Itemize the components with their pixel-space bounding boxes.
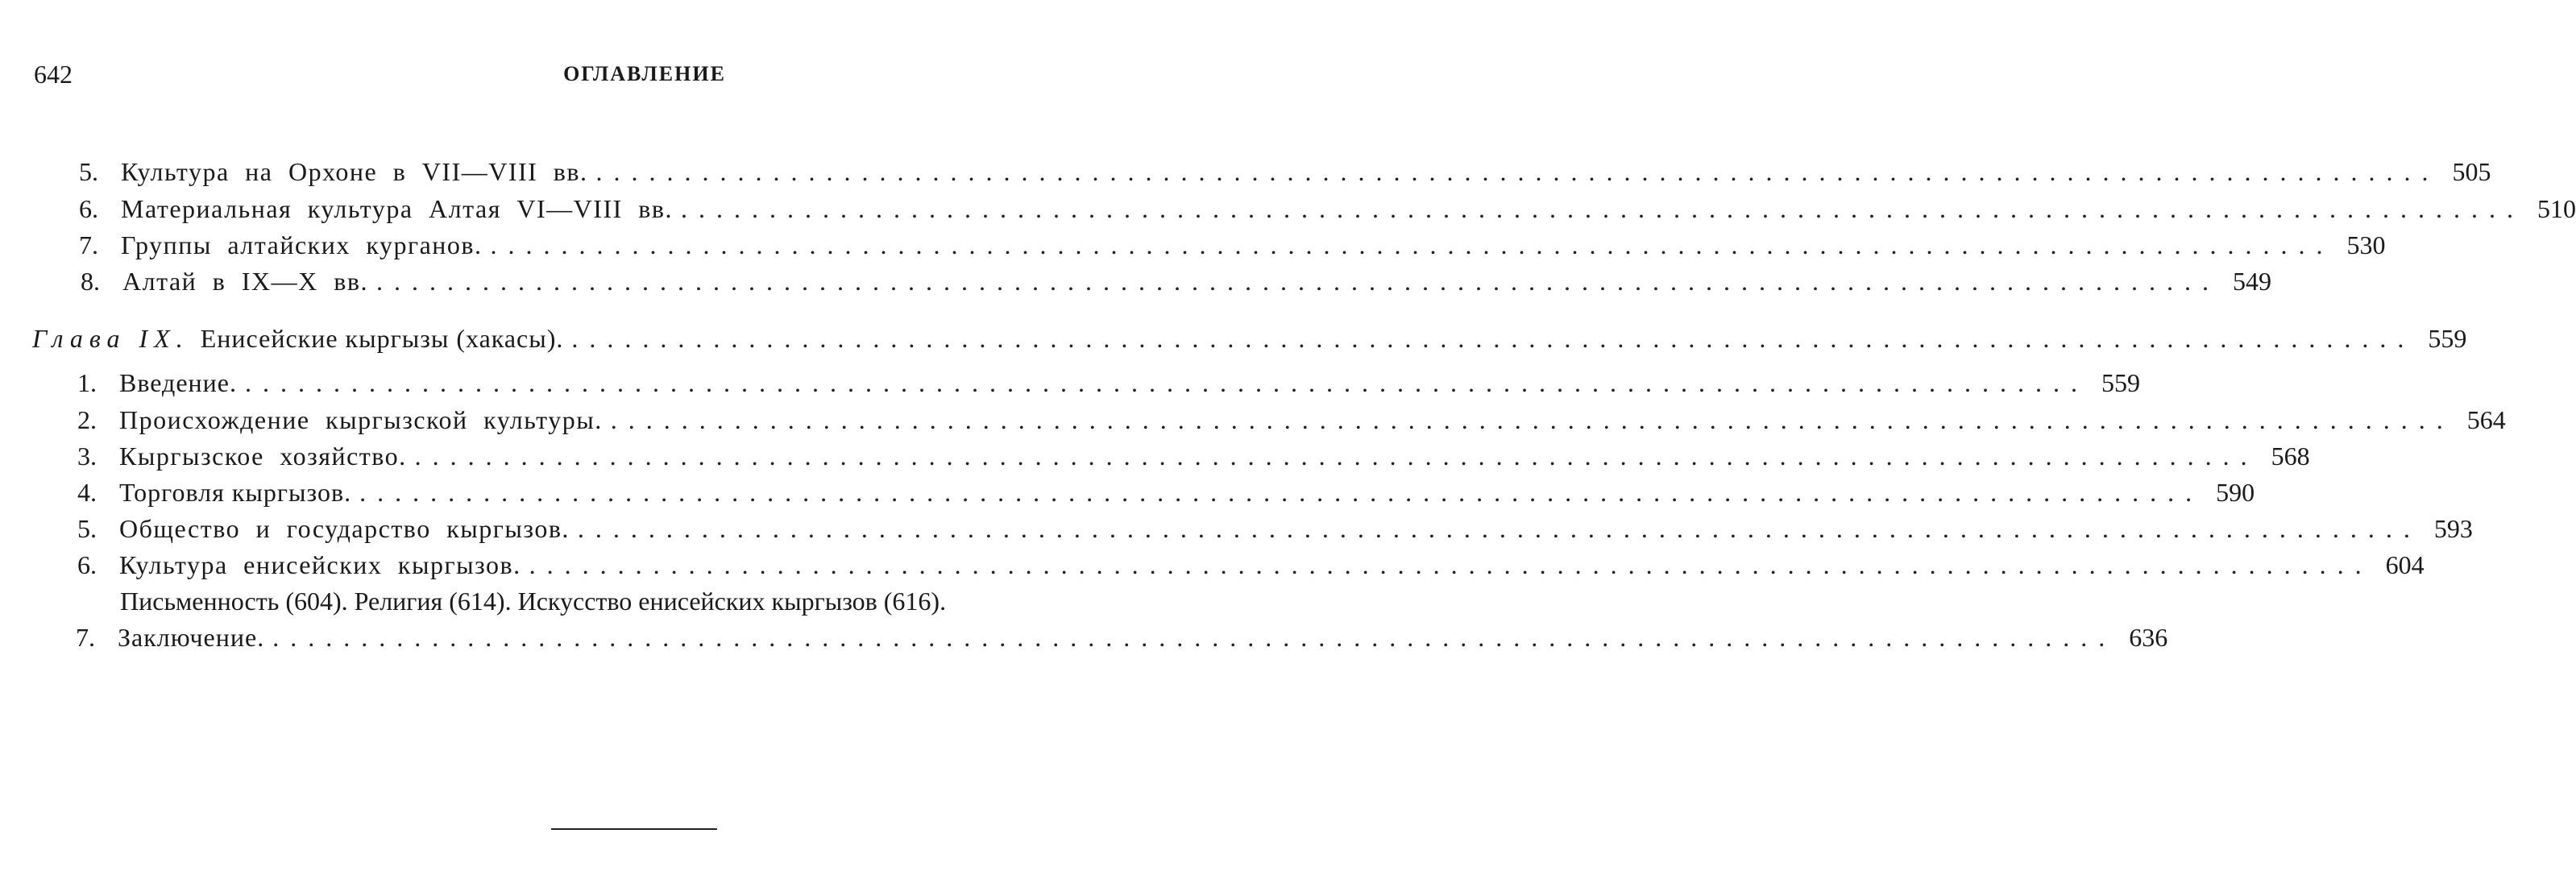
entry-page-number: 636 — [2129, 623, 2168, 652]
toc-entry — [77, 367, 2140, 399]
entry-title: Алтай в IX—X вв. — [122, 267, 368, 296]
toc-entry — [79, 229, 2386, 261]
entry-title: Группы алтайских курганов. — [121, 230, 483, 259]
chapter-label: Глава IX. — [32, 324, 189, 353]
entry-title: Введение. — [119, 368, 237, 397]
entry-page-number: 510 — [2537, 194, 2576, 223]
entry-number: 6. — [79, 194, 98, 223]
entry-page-number: 564 — [2466, 405, 2506, 434]
dot-leader: ........................................................................................................ — [595, 157, 2440, 186]
entry-page-number: 593 — [2433, 514, 2473, 543]
entry-number: 7. — [76, 623, 95, 652]
entry-page-number: 559 — [2101, 368, 2140, 397]
entry-title: Культура на Орхоне в VII—VIII вв. — [121, 157, 588, 186]
dot-leader: ........................................................................................................ — [577, 514, 2421, 543]
dot-leader: ........................................................................................................ — [414, 442, 2259, 471]
entry-number: 5. — [77, 514, 97, 543]
toc-entry — [79, 193, 2576, 225]
entry-page-number: 590 — [2216, 478, 2255, 507]
bottom-rule — [551, 828, 717, 830]
toc-entry — [79, 156, 2491, 188]
entry-title: Общество и государство кыргызов. — [119, 514, 570, 543]
toc-entry — [77, 404, 2506, 436]
running-head: ОГЛАВЛЕНИЕ — [563, 62, 726, 85]
dot-leader: ........................................................................................................ — [610, 405, 2454, 434]
entry-title: Торговля кыргызов. — [119, 478, 352, 507]
dot-leader: ........................................................................................................ — [529, 550, 2373, 579]
page-number: 642 — [34, 60, 73, 89]
entry-title: Происхождение кыргызской культуры. — [119, 405, 603, 434]
entry-title: Кыргызское хозяйство. — [119, 442, 407, 471]
entry-number: 4. — [77, 478, 97, 507]
dot-leader: ........................................................................................................ — [490, 230, 2334, 259]
toc-entry — [77, 440, 2310, 472]
toc-entry — [77, 512, 2473, 545]
toc-entry — [81, 265, 2271, 297]
entry-number: 1. — [77, 368, 97, 397]
dot-leader: ........................................................................................................ — [359, 478, 2204, 507]
entry-page-number: 568 — [2271, 442, 2310, 471]
dot-leader: ........................................................................................................ — [680, 194, 2524, 223]
entry-page-number: 505 — [2452, 157, 2491, 186]
dot-leader: ........................................................................................................ — [571, 324, 2416, 353]
entry-number: 6. — [77, 550, 97, 579]
entry-title: Культура енисейских кыргызов. — [119, 550, 521, 579]
toc-entry — [77, 549, 2425, 581]
toc-entry — [77, 476, 2255, 508]
chapter-title: Енисейские кыргызы (хакасы). — [200, 324, 564, 353]
entry-page-number: 549 — [2232, 267, 2271, 296]
dot-leader: ........................................................................................................ — [244, 368, 2089, 397]
entry-title: Заключение. — [118, 623, 265, 652]
entry-page-number: 604 — [2385, 550, 2425, 579]
entry-number: 7. — [79, 230, 98, 259]
chapter-heading — [32, 322, 2467, 355]
dot-leader: ........................................................................................................ — [375, 267, 2220, 296]
chapter-page-number: 559 — [2428, 324, 2467, 353]
toc-entry — [76, 621, 2168, 653]
dot-leader: ........................................................................................................ — [272, 623, 2117, 652]
entry-page-number: 530 — [2346, 230, 2386, 259]
entry-number: 5. — [79, 157, 98, 186]
entry-number: 2. — [77, 405, 97, 434]
entry-number: 8. — [81, 267, 100, 296]
entry-subtopics: Письменность (604). Религия (614). Искусство енисейских кыргызов (616). — [120, 587, 947, 616]
entry-title: Материальная культура Алтая VI—VIII вв. — [121, 194, 673, 223]
entry-number: 3. — [77, 442, 97, 471]
